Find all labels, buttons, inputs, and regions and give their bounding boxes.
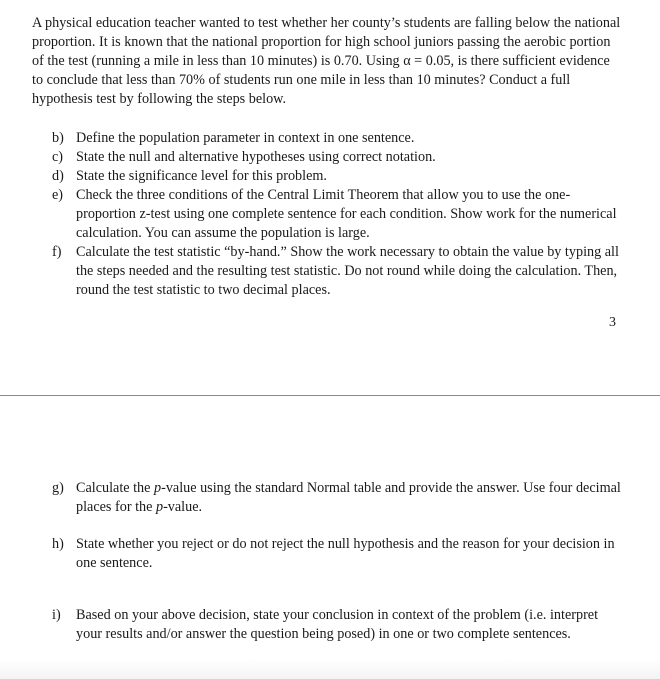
list-item	[32, 148, 622, 167]
page-divider	[0, 395, 660, 396]
item-text-pre: Calculate the	[76, 480, 154, 496]
item-text: Define the population parameter in context in one sentence.	[76, 130, 415, 146]
item-g	[32, 479, 622, 517]
item-marker: h)	[52, 536, 64, 552]
item-text: State whether you reject or do not reject the null hypothesis and the reason for your decision in one sentence.	[76, 536, 615, 571]
item-text: Check the three conditions of the Central Limit Theorem that allow you to use the one-proportion z-test using one complete sentence for each condition. Show work for the numerical calculation. You can assume the population is large.	[76, 187, 617, 241]
item-text-italic-p: p	[155, 499, 164, 515]
item-text-post: -value.	[163, 499, 203, 515]
item-text: State the null and alternative hypotheses using correct notation.	[76, 149, 436, 165]
page-number: 3	[609, 315, 616, 330]
list-item	[32, 186, 622, 243]
item-marker: i)	[52, 607, 61, 623]
item-text: Calculate the test statistic “by-hand.” Show the work necessary to obtain the value by typing all the steps needed and the resulting test statistic. Do not round while doing the calculation. Then, round the test statistic to two decimal places.	[76, 244, 619, 298]
list-item	[32, 129, 622, 148]
item-text-italic-p: p	[154, 480, 162, 496]
item-text: State the significance level for this problem.	[76, 168, 327, 184]
item-i	[32, 606, 622, 644]
item-marker: c)	[52, 149, 64, 165]
item-h	[32, 535, 622, 573]
item-marker: e)	[52, 187, 64, 203]
item-marker: f)	[52, 244, 62, 260]
problem-intro: A physical education teacher wanted to test whether her county’s students are falling below the national proportion. It is known that the national proportion for high school juniors passing the aerobic portion of the test (running a mile in less than 10 minutes) is 0.70. Using α = 0.05, is there sufficient evidence to conclude that less than 70% of students run one mile in less than 10 minutes? Conduct a full hypothesis test by following the steps below.	[32, 15, 621, 107]
item-marker: d)	[52, 168, 64, 184]
item-text-mid: -value using the standard Normal table and provide the answer. Use four decimal places for the	[76, 480, 621, 515]
item-marker: g)	[52, 480, 64, 496]
list-item	[32, 243, 622, 300]
item-marker: b)	[52, 130, 64, 146]
item-text: Based on your above decision, state your conclusion in context of the problem (i.e. interpret your results and/or answer the question being posed) in one or two complete sentences.	[76, 607, 599, 642]
list-item	[32, 167, 622, 186]
steps-list	[32, 129, 622, 300]
bottom-fade	[0, 660, 660, 679]
